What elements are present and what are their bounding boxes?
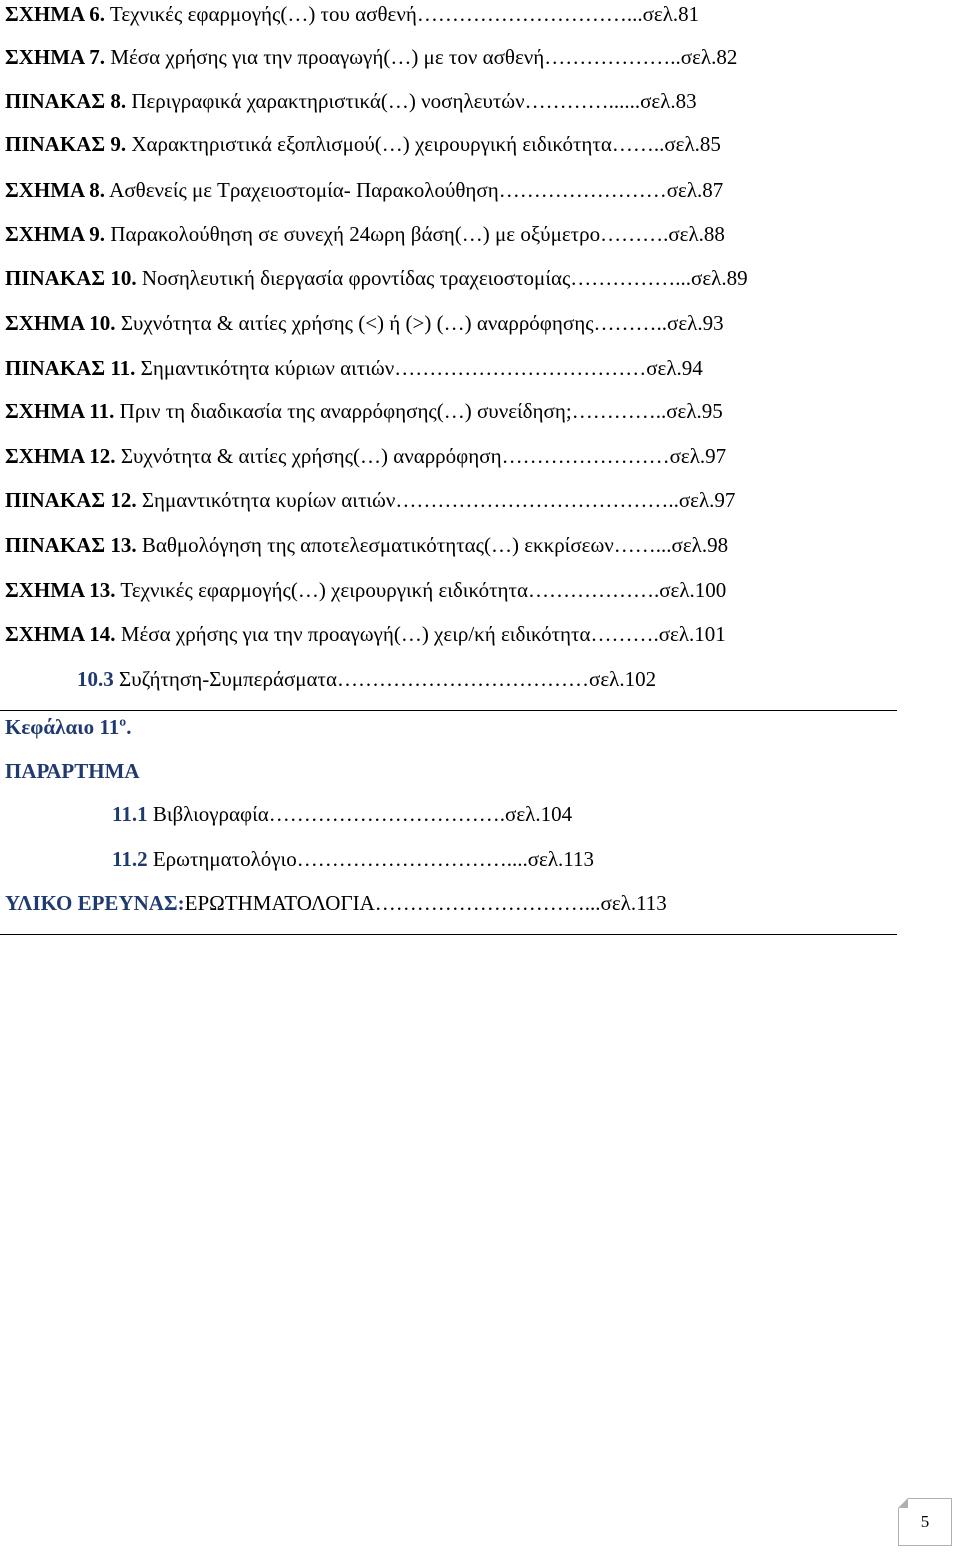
toc-label: ΥΛΙΚΟ ΕΡΕΥΝΑΣ: — [5, 891, 185, 915]
toc-label: ΣΧΗΜΑ 13. — [5, 578, 116, 602]
page-number: 5 — [920, 1512, 930, 1531]
toc-dots: …….. — [611, 132, 665, 156]
toc-line-pinakas-10 — [5, 263, 748, 293]
toc-page-ref: σελ.102 — [589, 667, 657, 691]
toc-label: ΠΙΝΑΚΑΣ 13. — [5, 533, 137, 557]
toc-label: ΣΧΗΜΑ 10. — [5, 311, 116, 335]
toc-dots: ……………….. — [544, 45, 681, 69]
toc-line-pinakas-13 — [5, 530, 728, 560]
toc-dots: …………………… — [501, 444, 670, 468]
toc-label: ΣΧΗΜΑ 7. — [5, 45, 106, 69]
toc-page-ref: σελ.89 — [691, 266, 748, 290]
toc-line-schema-12 — [5, 441, 726, 471]
toc-text: Παρακολούθηση σε συνεχή 24ωρη βάση(…) με οξύμετρο — [105, 222, 601, 246]
toc-text: Μέσα χρήσης για την προαγωγή(…) με τον ασθενή — [105, 45, 545, 69]
toc-text: ΕΡΩΤΗΜΑΤΟΛΟΓΙΑ — [184, 891, 375, 915]
toc-line-section-10-3 — [77, 664, 656, 694]
toc-text: Νοσηλευτική διεργασία φροντίδας τραχειοστομίας — [136, 266, 571, 290]
toc-label: ΣΧΗΜΑ 11. — [5, 399, 115, 423]
toc-dots: ……………………………. — [268, 802, 506, 826]
toc-page-ref: σελ.83 — [640, 89, 697, 113]
toc-line-research-material — [5, 888, 667, 918]
toc-page-ref: σελ.98 — [671, 533, 729, 557]
toc-line-schema-9 — [5, 219, 725, 249]
toc-text: Πριν τη διαδικασία της αναρρόφησης(…) συνείδηση; — [114, 399, 572, 423]
toc-dots: ……………... — [570, 266, 692, 290]
section-divider-bottom — [0, 934, 897, 935]
toc-line-schema-10 — [5, 308, 724, 338]
toc-line-pinakas-12 — [5, 485, 735, 515]
toc-line-pinakas-9 — [5, 129, 721, 159]
toc-page-ref: σελ.88 — [668, 222, 725, 246]
toc-text: Ερωτηματολόγιο — [147, 847, 297, 871]
toc-section-number: 11.2 — [112, 847, 148, 871]
toc-dots: …………………………... — [374, 891, 601, 915]
toc-text: Σημαντικότητα κυρίων αιτιών — [136, 488, 396, 512]
toc-text: Σημαντικότητα κύριων αιτιών — [135, 356, 395, 380]
toc-label: ΠΙΝΑΚΑΣ 12. — [5, 488, 137, 512]
toc-label: ΣΧΗΜΑ 9. — [5, 222, 106, 246]
toc-page-ref: σελ.97 — [678, 488, 736, 512]
toc-label: ΣΧΗΜΑ 14. — [5, 622, 116, 646]
toc-section-number: 11.1 — [112, 802, 148, 826]
toc-dots: …………...... — [524, 89, 641, 113]
toc-line-schema-8 — [5, 175, 723, 205]
page-number-box — [898, 1498, 952, 1546]
toc-label: ΣΧΗΜΑ 8. — [5, 178, 106, 202]
toc-label: ΠΙΝΑΚΑΣ 9. — [5, 132, 127, 156]
toc-text: Τεχνικές εφαρμογής(…) χειρουργική ειδικότητα — [115, 578, 528, 602]
toc-dots: ………………………….... — [296, 847, 528, 871]
toc-text: Μέσα χρήσης για την προαγωγή(…) χειρ/κή ειδικότητα — [115, 622, 591, 646]
toc-page-ref: σελ.101 — [658, 622, 726, 646]
toc-dots: ………. — [600, 222, 669, 246]
toc-page-ref: σελ.113 — [527, 847, 595, 871]
toc-page-ref: σελ.95 — [666, 399, 723, 423]
toc-label: ΠΙΝΑΚΑΣ 11. — [5, 356, 136, 380]
toc-line-section-11-1 — [112, 799, 572, 829]
toc-section-number: 10.3 — [77, 667, 114, 691]
section-divider-top — [0, 710, 897, 711]
toc-text: Βαθμολόγηση της αποτελεσματικότητας(…) εκκρίσεων — [136, 533, 614, 557]
toc-label: ΠΙΝΑΚΑΣ 8. — [5, 89, 127, 113]
toc-label: ΠΙΝΑΚΑΣ 10. — [5, 266, 137, 290]
toc-page-ref: σελ.100 — [659, 578, 727, 602]
toc-text: Συζήτηση-Συμπεράσματα — [113, 667, 337, 691]
toc-line-schema-14 — [5, 619, 726, 649]
toc-dots: …………………… — [498, 178, 667, 202]
toc-page-ref: σελ.81 — [642, 2, 700, 26]
toc-page-ref: σελ.82 — [680, 45, 738, 69]
toc-text: Περιγραφικά χαρακτηριστικά(…) νοσηλευτών — [126, 89, 525, 113]
toc-label: ΣΧΗΜΑ 12. — [5, 444, 116, 468]
toc-page-ref: σελ.97 — [669, 444, 727, 468]
toc-text: Τεχνικές εφαρμογής(…) του ασθενή — [105, 2, 417, 26]
toc-dots: ………….. — [571, 399, 667, 423]
toc-line-schema-13 — [5, 575, 726, 605]
toc-text: Ασθενείς με Τραχειοστομία- Παρακολούθηση — [105, 178, 499, 202]
toc-dots: ……... — [613, 533, 672, 557]
toc-label: ΣΧΗΜΑ 6. — [5, 2, 106, 26]
toc-line-pinakas-11 — [5, 353, 703, 383]
toc-line-schema-7 — [5, 42, 737, 72]
toc-page-ref: σελ.113 — [600, 891, 667, 915]
toc-text: Συχνότητα & αιτίες χρήσης(…) αναρρόφηση — [115, 444, 502, 468]
toc-text: Συχνότητα & αιτίες χρήσης (<) ή (>) (…) αναρρόφησης — [115, 311, 594, 335]
toc-line-schema-11 — [5, 396, 723, 426]
toc-page-ref: σελ.93 — [667, 311, 724, 335]
toc-line-section-11-2 — [112, 844, 594, 874]
toc-page-ref: σελ.94 — [646, 356, 703, 380]
appendix-heading: ΠΑΡΑΡΤΗΜΑ — [5, 759, 140, 783]
toc-dots: …………………………... — [416, 2, 643, 26]
toc-dots: ……………………………… — [337, 667, 589, 691]
toc-dots: ………. — [590, 622, 659, 646]
toc-line-pinakas-8 — [5, 86, 697, 116]
toc-dots: ……….. — [593, 311, 668, 335]
toc-dots: ………………………………….. — [395, 488, 679, 512]
toc-dots: ……………………………… — [394, 356, 647, 380]
toc-text: Χαρακτηριστικά εξοπλισμού(…) χειρουργική ειδικότητα — [126, 132, 612, 156]
toc-page-ref: σελ.87 — [666, 178, 724, 202]
folded-corner-icon — [898, 1498, 908, 1508]
toc-page-ref: σελ.104 — [505, 802, 573, 826]
toc-line-schema-6 — [5, 0, 699, 29]
toc-dots: ………………. — [527, 578, 660, 602]
chapter-heading: Κεφάλαιο 11º. — [5, 715, 132, 739]
toc-text: Βιβλιογραφία — [147, 802, 269, 826]
toc-page-ref: σελ.85 — [664, 132, 721, 156]
